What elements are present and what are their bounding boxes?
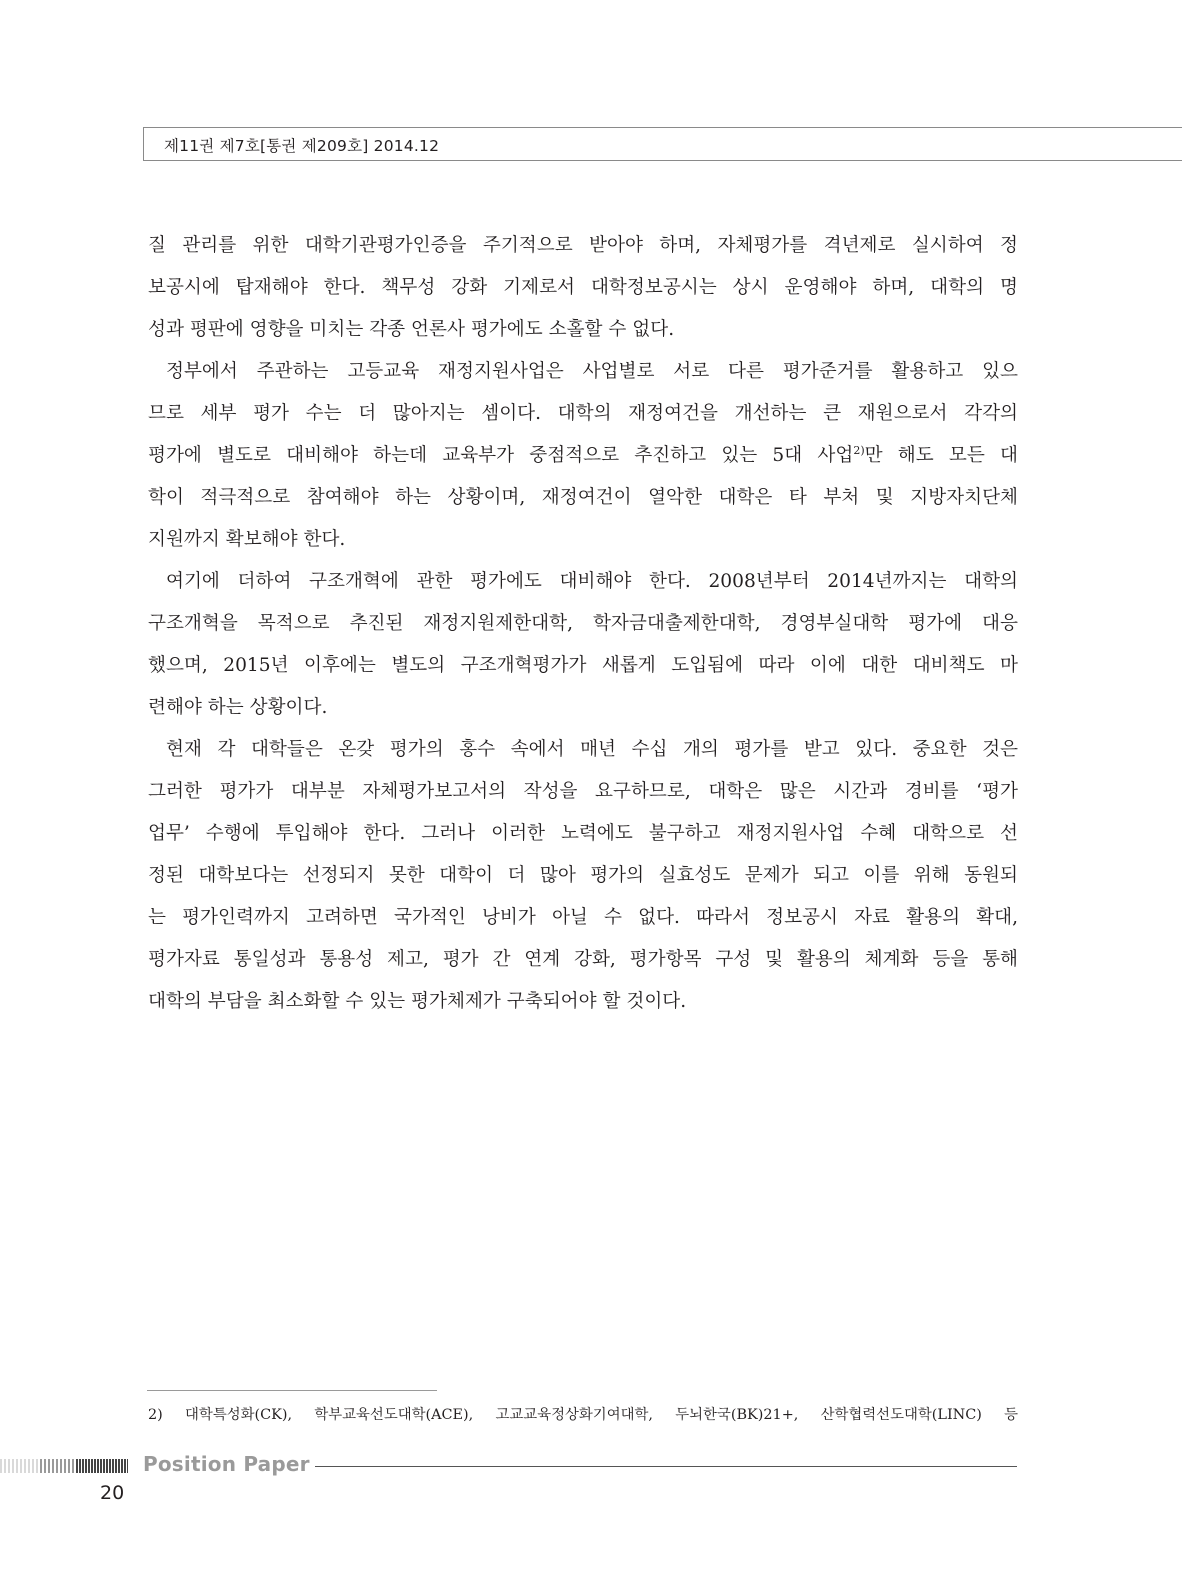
text-line: 평가자료 통일성과 통용성 제고, 평가 간 연계 강화, 평가항목 구성 및 활용의 체계화 등을 통해 <box>148 949 1018 970</box>
footnote-divider <box>147 1390 437 1391</box>
text-line: 는 평가인력까지 고려하면 국가적인 낭비가 아닐 수 없다. 따라서 정보공시 자료 활용의 확대, <box>148 907 1018 928</box>
footnote-marker[interactable]: 2) <box>853 444 865 457</box>
text-fragment: 만 해도 모든 대 <box>864 445 1018 466</box>
text-line: 여기에 더하여 구조개혁에 관한 평가에도 대비해야 한다. 2008년부터 2014년까지는 대학의 <box>166 571 1018 592</box>
text-line: 질 관리를 위한 대학기관평가인증을 주기적으로 받아야 하며, 자체평가를 격년제로 실시하여 정 <box>148 235 1018 256</box>
page-number: 20 <box>100 1482 125 1504</box>
text-line: 학이 적극적으로 참여해야 하는 상황이며, 재정여건이 열악한 대학은 타 부처 및 지방자치단체 <box>148 487 1018 508</box>
text-fragment: 평가에 별도로 대비해야 하는데 교육부가 중점적으로 추진하고 있는 5대 사업 <box>148 445 854 466</box>
text-line: 련해야 하는 상황이다. <box>148 697 328 718</box>
text-line: 정된 대학보다는 선정되지 못한 대학이 더 많아 평가의 실효성도 문제가 되고 이를 위해 동원되 <box>148 865 1018 886</box>
footnote: 2) 대학특성화(CK), 학부교육선도대학(ACE), 고교교육정상화기여대학, 두뇌한국(BK)21+, 산학협력선도대학(LINC) 등 <box>148 1407 1018 1423</box>
article-body <box>148 225 1018 1023</box>
issue-label: 제11권 제7호[통권 제209호] 2014.12 <box>164 137 440 155</box>
text-line: 보공시에 탑재해야 한다. 책무성 강화 기제로서 대학정보공시는 상시 운영해야 하며, 대학의 명 <box>148 277 1018 298</box>
text-line: 지원까지 확보해야 한다. <box>148 529 346 550</box>
text-line: 성과 평판에 영향을 미치는 각종 언론사 평가에도 소홀할 수 없다. <box>148 319 675 340</box>
footer-stripe-decoration <box>40 1459 76 1473</box>
text-line: 현재 각 대학들은 온갖 평가의 홍수 속에서 매년 수십 개의 평가를 받고 있다. 중요한 것은 <box>166 739 1018 760</box>
footer-stripe-decoration <box>76 1459 128 1473</box>
publication-brand: Position Paper <box>143 1452 310 1476</box>
text-line: 정부에서 주관하는 고등교육 재정지원사업은 사업별로 서로 다른 평가준거를 활용하고 있으 <box>166 361 1018 382</box>
text-line-with-footnote <box>148 435 1018 477</box>
text-line: 그러한 평가가 대부분 자체평가보고서의 작성을 요구하므로, 대학은 많은 시간과 경비를 ‘평가 <box>148 781 1018 802</box>
running-header <box>143 127 1182 161</box>
text-line: 업무’ 수행에 투입해야 한다. 그러나 이러한 노력에도 불구하고 재정지원사업 수혜 대학으로 선 <box>148 823 1018 844</box>
text-line: 했으며, 2015년 이후에는 별도의 구조개혁평가가 새롭게 도입됨에 따라 이에 대한 대비책도 마 <box>148 655 1018 676</box>
text-line: 므로 세부 평가 수는 더 많아지는 셈이다. 대학의 재정여건을 개선하는 큰 재원으로서 각각의 <box>148 403 1018 424</box>
footer-divider <box>315 1466 1017 1467</box>
text-line: 구조개혁을 목적으로 추진된 재정지원제한대학, 학자금대출제한대학, 경영부실대학 평가에 대응 <box>148 613 1018 634</box>
text-line: 대학의 부담을 최소화할 수 있는 평가체제가 구축되어야 할 것이다. <box>148 991 687 1012</box>
